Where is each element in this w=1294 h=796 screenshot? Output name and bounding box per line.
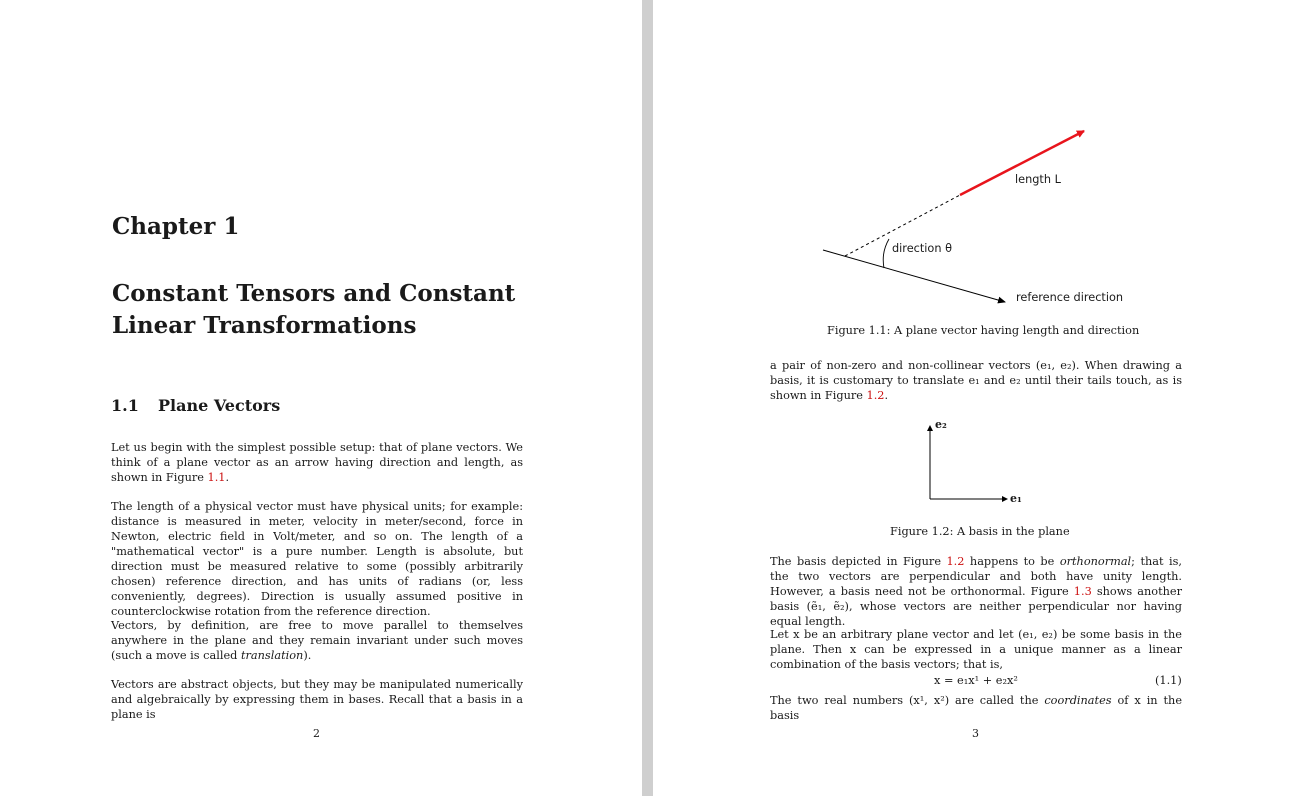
right-paragraph-4-text: The two real numbers (x¹, x²) are called the	[770, 694, 1045, 707]
paragraph-4: Vectors are abstract objects, but they may be manipulated numerically and algebraically by expressing them in bases. Recall that a basis in a plane is	[111, 678, 523, 721]
right-paragraph-2-text-c: ; that is, the two vectors are perpendicular and both have unity length. However, a basis need not be orthonormal. Figure	[770, 555, 1182, 598]
e2-label: e₂	[935, 418, 947, 431]
figure-ref-1-2[interactable]: 1.2	[866, 389, 885, 402]
page-number-left: 2	[313, 727, 320, 740]
right-paragraph-3: Let x be an arbitrary plane vector and let (e₁, e₂) be some basis in the plane. Then x can be expressed in a unique manner as a linear combination of the basis vectors; that is,	[770, 628, 1182, 671]
paragraph-1	[111, 440, 523, 485]
term-orthonormal: orthonormal	[1059, 555, 1132, 568]
figure-ref-1-2-b[interactable]: 1.2	[946, 555, 965, 568]
right-paragraph-2-text-d: shows another basis (ẽ₁, ẽ₂), whose vectors are neither perpendicular nor having equal length.	[770, 585, 1182, 628]
section-title: Plane Vectors	[158, 396, 281, 415]
figure-1-1-caption: Figure 1.1: A plane vector having length and direction	[827, 324, 1140, 337]
paragraph-2: The length of a physical vector must have physical units; for example: distance is measured in meter, velocity in meter/second, force in Newton, electric field in Volt/meter, and so on. The length of a "mathematical vector" is a pure number. Length is absolute, but direction must be measured relative to some (possibly arbitrarily chosen) reference direction, and has units of radians (or, less conveniently, degrees). Direction is usually assumed positive in counterclockwise rotation from the reference direction.	[111, 500, 523, 618]
right-paragraph-1-end: .	[884, 389, 889, 402]
right-paragraph-2	[770, 554, 1182, 629]
section-number: 1.1	[111, 396, 139, 415]
left-page	[0, 0, 642, 796]
figure-1-2-caption: Figure 1.2: A basis in the plane	[890, 525, 1070, 538]
figure-ref-1-3[interactable]: 1.3	[1073, 585, 1092, 598]
right-page	[653, 0, 1294, 796]
figure-1-2	[653, 0, 1294, 520]
page-gutter	[642, 0, 653, 796]
section-heading	[111, 396, 280, 415]
direction-label: direction θ	[892, 242, 953, 255]
equation-number: (1.1)	[1155, 674, 1182, 687]
e1-label: e₁	[1010, 492, 1022, 505]
reference-direction-label: reference direction	[1016, 291, 1124, 304]
figure-ref-1-1[interactable]: 1.1	[207, 471, 226, 484]
paragraph-3-end: ).	[303, 649, 312, 662]
paragraph-3	[111, 618, 523, 663]
equation-1-1: x = e₁x¹ + e₂x²	[934, 674, 1018, 687]
term-coordinates: coordinates	[1044, 694, 1112, 707]
paragraph-3-text: Vectors, by definition, are free to move parallel to themselves anywhere in the plane and they remain invariant under such moves (such a move is called	[111, 619, 523, 662]
chapter-label: Chapter 1	[112, 213, 240, 240]
page-number-right: 3	[972, 727, 979, 740]
right-paragraph-2-text-a: The basis depicted in Figure	[770, 555, 947, 568]
right-paragraph-4-end: of x in the basis	[770, 694, 1183, 722]
right-paragraph-4	[770, 693, 1182, 723]
length-label: length L	[1015, 173, 1061, 186]
term-translation: translation	[240, 649, 304, 662]
right-paragraph-1-text: a pair of non-zero and non-collinear vectors (e₁, e₂). When drawing a basis, it is customary to translate e₁ and e₂ until their tails touch, as is shown in Figure	[770, 359, 1182, 402]
paragraph-1-text: Let us begin with the simplest possible setup: that of plane vectors. We think of a plane vector as an arrow having direction and length, as shown in Figure	[111, 441, 523, 484]
paragraph-1-end: .	[225, 471, 230, 484]
chapter-title: Constant Tensors and Constant Linear Transformations	[112, 280, 516, 339]
right-paragraph-2-text-b: happens to be	[964, 555, 1060, 568]
